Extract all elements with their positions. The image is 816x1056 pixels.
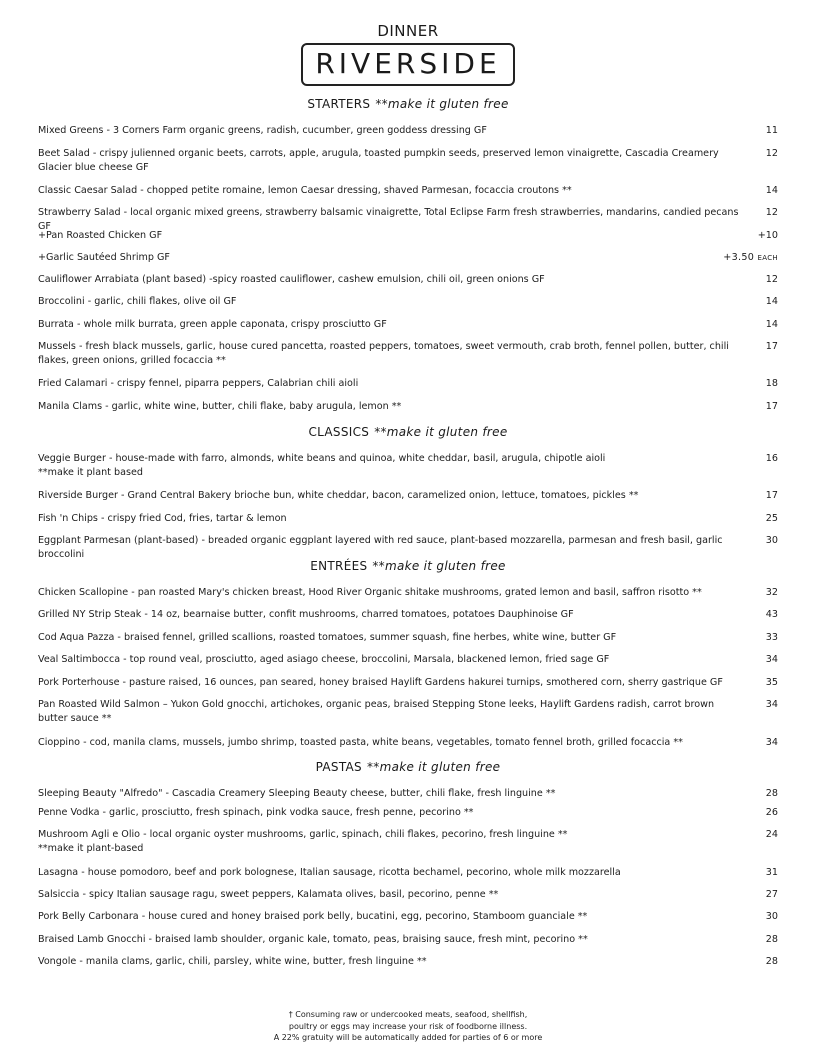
- footer-raw-food-warning: † Consuming raw or undercooked meats, seafood, shellfish,: [288, 1010, 528, 1019]
- item-description: Mussels - fresh black mussels, garlic, house cured pancetta, roasted peppers, tomatoes, sweet vermouth, crab broth, fennel pollen, butter, chili flakes, green onions, grilled focaccia **: [38, 341, 729, 366]
- item-description: Pan Roasted Wild Salmon – Yukon Gold gnocchi, artichokes, organic peas, braised Stepping Stone leeks, Haylift Gardens radish, carrot brown butter sauce **: [38, 699, 715, 724]
- item-price: 24: [765, 829, 778, 840]
- item-description: Burrata - whole milk burrata, green apple caponata, crispy prosciutto GF: [38, 319, 387, 330]
- item-price: 30: [765, 535, 778, 546]
- menu-item: [38, 910, 778, 924]
- menu-item: [38, 586, 778, 600]
- item-price: 34: [765, 737, 778, 748]
- item-description: Penne Vodka - garlic, prosciutto, fresh spinach, pink vodka sauce, fresh penne, pecorino **: [38, 807, 474, 818]
- item-price: 12: [765, 207, 778, 218]
- menu-item: [38, 147, 778, 175]
- item-price: 28: [765, 788, 778, 799]
- item-price: 34: [765, 654, 778, 665]
- section-title-classics: [0, 425, 816, 439]
- item-price: 31: [765, 867, 778, 878]
- menu-item: [38, 653, 778, 667]
- footer-illness-warning: poultry or eggs may increase your risk of foodborne illness.: [288, 1021, 528, 1031]
- item-description: Riverside Burger - Grand Central Bakery brioche bun, white cheddar, bacon, caramelized onion, lettuce, tomatoes, pickles **: [38, 490, 639, 501]
- section-title-entrees: [0, 559, 816, 573]
- menu-item: [38, 534, 778, 562]
- menu-item: [38, 489, 778, 503]
- item-description-main: Mushroom Agli e Olio - local organic oyster mushrooms, garlic, spinach, chili flakes, pecorino, fresh linguine **: [38, 829, 568, 840]
- item-description: +Pan Roasted Chicken GF: [38, 230, 163, 241]
- menu-footer: [0, 1009, 816, 1044]
- item-price: 12: [765, 148, 778, 159]
- menu-item: [38, 184, 778, 198]
- gluten-free-note: **make it gluten free: [366, 760, 501, 774]
- menu-item: [38, 888, 778, 902]
- menu-item: [38, 318, 778, 332]
- item-description: Pork Belly Carbonara - house cured and honey braised pork belly, bucatini, egg, pecorino, Stamboom guanciale **: [38, 911, 588, 922]
- riverside-logo: RIVERSIDE: [301, 43, 514, 86]
- menu-item: [38, 676, 778, 690]
- section-title-pastas: [0, 760, 816, 774]
- item-price: 25: [765, 513, 778, 524]
- item-price: 32: [765, 587, 778, 598]
- item-price: 17: [765, 341, 778, 352]
- item-description: Salsiccia - spicy Italian sausage ragu, sweet peppers, Kalamata olives, basil, pecorino, penne **: [38, 889, 499, 900]
- section-name: STARTERS: [307, 97, 371, 111]
- item-price: 18: [765, 378, 778, 389]
- menu-item: [38, 124, 778, 138]
- menu-item: [38, 229, 778, 243]
- menu-item: [38, 273, 778, 287]
- item-description: Grilled NY Strip Steak - 14 oz, bearnaise butter, confit mushrooms, charred tomatoes, potatoes Dauphinoise GF: [38, 609, 574, 620]
- menu-item: [38, 340, 778, 368]
- section-name: ENTRÉES: [310, 559, 368, 573]
- item-description: Veal Saltimbocca - top round veal, prosciutto, aged asiago cheese, broccolini, Marsala, blackened lemon, fried sage GF: [38, 654, 610, 665]
- item-description-note: **make it plant based: [38, 467, 143, 478]
- item-description: Braised Lamb Gnocchi - braised lamb shoulder, organic kale, tomato, peas, braising sauce, fresh mint, pecorino **: [38, 934, 588, 945]
- section-title-starters: [0, 97, 816, 111]
- gluten-free-note: **make it gluten free: [372, 559, 506, 573]
- item-description: Fish 'n Chips - crispy fried Cod, fries, tartar & lemon: [38, 513, 287, 524]
- gluten-free-note: **make it gluten free: [375, 97, 509, 111]
- item-price: 17: [765, 490, 778, 501]
- menu-item: [38, 698, 778, 726]
- menu-item: [38, 377, 778, 391]
- item-price: 17: [765, 401, 778, 412]
- item-description: Cauliflower Arrabiata (plant based) -spicy roasted cauliflower, cashew emulsion, chili oil, green onions GF: [38, 274, 545, 285]
- item-description: Cioppino - cod, manila clams, mussels, jumbo shrimp, toasted pasta, white beans, vegetables, tomato fennel broth, grilled focaccia **: [38, 737, 683, 748]
- menu-header: [0, 22, 816, 86]
- footer-gratuity-note: A 22% gratuity will be automatically added for parties of 6 or more: [273, 1033, 543, 1042]
- item-description: Sleeping Beauty "Alfredo" - Cascadia Creamery Sleeping Beauty cheese, butter, chili flake, fresh linguine **: [38, 788, 556, 799]
- item-description: Lasagna - house pomodoro, beef and pork bolognese, Italian sausage, ricotta bechamel, pecorino, whole milk mozzarella: [38, 867, 621, 878]
- item-description: Cod Aqua Pazza - braised fennel, grilled scallions, roasted tomatoes, summer squash, fine herbes, white wine, butter GF: [38, 632, 617, 643]
- item-description: Broccolini - garlic, chili flakes, olive oil GF: [38, 296, 237, 307]
- item-description: Mixed Greens - 3 Corners Farm organic greens, radish, cucumber, green goddess dressing GF: [38, 125, 487, 136]
- item-price: 35: [765, 677, 778, 688]
- section-name: PASTAS: [315, 760, 362, 774]
- item-description-main: Veggie Burger - house-made with farro, almonds, white beans and quinoa, white cheddar, basil, arugula, chipotle aioli: [38, 453, 606, 464]
- item-description: Chicken Scallopine - pan roasted Mary's chicken breast, Hood River Organic shitake mushrooms, grated lemon and basil, saffron risotto **: [38, 587, 702, 598]
- item-description: Fried Calamari - crispy fennel, piparra peppers, Calabrian chili aioli: [38, 378, 359, 389]
- menu-item: [38, 251, 778, 265]
- item-description: [38, 828, 746, 856]
- menu-item: [38, 452, 778, 480]
- menu-item: [38, 806, 778, 820]
- menu-item: [38, 736, 778, 750]
- item-price: 28: [765, 934, 778, 945]
- item-price: 28: [765, 956, 778, 967]
- item-price: 26: [765, 807, 778, 818]
- menu-item: [38, 631, 778, 645]
- item-price: 14: [765, 319, 778, 330]
- menu-item: [38, 933, 778, 947]
- item-description: +Garlic Sautéed Shrimp GF: [38, 252, 170, 263]
- item-price: 27: [765, 889, 778, 900]
- item-price: 14: [765, 185, 778, 196]
- menu-item: [38, 955, 778, 969]
- item-price: 33: [765, 632, 778, 643]
- menu-item: [38, 295, 778, 309]
- item-price: +10: [757, 230, 778, 241]
- item-description: Vongole - manila clams, garlic, chili, parsley, white wine, butter, fresh linguine **: [38, 956, 427, 967]
- menu-item: [38, 787, 778, 801]
- section-name: CLASSICS: [308, 425, 370, 439]
- item-price: 12: [765, 274, 778, 285]
- gluten-free-note: **make it gluten free: [374, 425, 508, 439]
- menu-item: [38, 828, 778, 856]
- item-price: 11: [765, 125, 778, 136]
- meal-title: DINNER: [377, 22, 439, 40]
- item-description: Classic Caesar Salad - chopped petite romaine, lemon Caesar dressing, shaved Parmesan, focaccia croutons **: [38, 185, 572, 196]
- item-price: 30: [765, 911, 778, 922]
- item-description: [38, 452, 746, 480]
- item-description: Strawberry Salad - local organic mixed greens, strawberry balsamic vinaigrette, Total Eclipse Farm fresh strawberries, mandarins, candied pecans GF: [38, 207, 739, 232]
- item-description: Beet Salad - crispy julienned organic beets, carrots, apple, arugula, toasted pumpkin seeds, preserved lemon vinaigrette, Cascadia Creamery Glacier blue cheese GF: [38, 148, 719, 173]
- item-description: Eggplant Parmesan (plant-based) - breaded organic eggplant layered with red sauce, plant-based mozzarella, parmesan and fresh basil, garlic broccolini: [38, 535, 723, 560]
- menu-item: [38, 512, 778, 526]
- menu-item: [38, 400, 778, 414]
- item-price: 43: [765, 609, 778, 620]
- menu-item: [38, 866, 778, 880]
- item-price: +3.50 each: [723, 252, 778, 263]
- item-price: 16: [765, 453, 778, 464]
- item-description: Pork Porterhouse - pasture raised, 16 ounces, pan seared, honey braised Haylift Gardens hakurei turnips, smothered corn, sherry gastrique GF: [38, 677, 723, 688]
- item-price: 34: [765, 699, 778, 710]
- item-price: 14: [765, 296, 778, 307]
- item-description-note: **make it plant-based: [38, 843, 144, 854]
- menu-item: [38, 608, 778, 622]
- item-description: Manila Clams - garlic, white wine, butter, chili flake, baby arugula, lemon **: [38, 401, 402, 412]
